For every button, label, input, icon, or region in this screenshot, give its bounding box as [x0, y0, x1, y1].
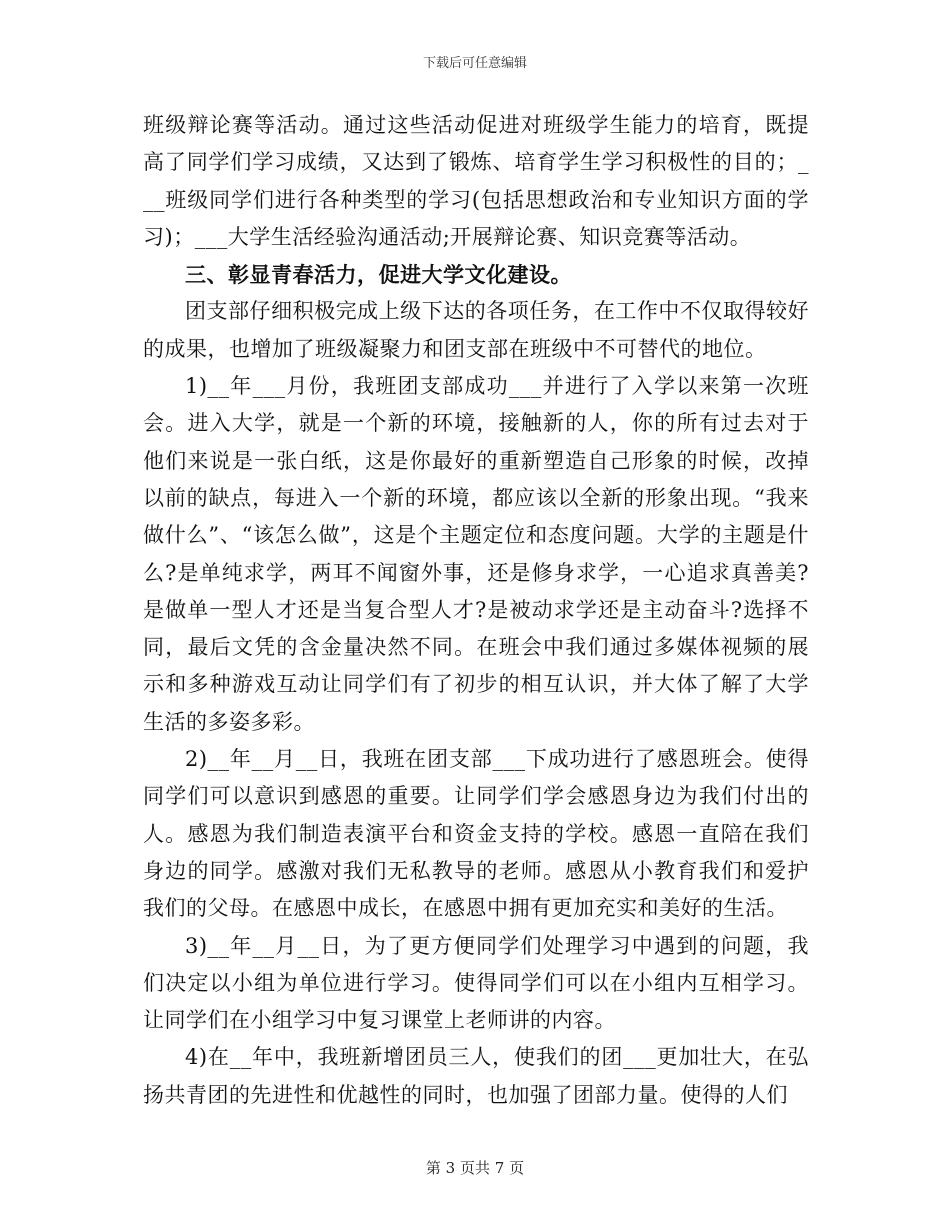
section-heading-3: 三、彰显青春活力，促进大学文化建设。	[185, 262, 572, 288]
paragraph-branch-tasks: 团支部仔细积极完成上级下达的各项任务，在工作中不仅取得较好的成果，也增加了班级凝聚力和团支部在班级中不可替代的地位。	[143, 299, 809, 361]
paragraph-activities-continued: 班级辩论赛等活动。通过这些活动促进对班级学生能力的培育，既提高了同学们学习成绩，又达到了锻炼、培育学生学习积极性的目的；___班级同学们进行各种类型的学习(包括思想政治和专业知识方面的学习)；___大学生活经验沟通活动;开展辩论赛、知识竞赛等活动。	[143, 113, 809, 249]
page-header-note: 下载后可任意编辑	[422, 56, 527, 71]
paragraph-item-3: 3)__年__月__日，为了更方便同学们处理学习中遇到的问题，我们决定以小组为单位进行学习。使得同学们可以在小组内互相学习。让同学们在小组学习中复习课堂上老师讲的内容。	[143, 933, 809, 1033]
paragraph-item-4: 4)在__年中，我班新增团员三人，使我们的团___更加壮大，在弘扬共青团的先进性和优越性的同时，也加强了团部力量。使得的人们	[143, 1045, 809, 1107]
paragraph-item-2: 2)__年__月__日，我班在团支部___下成功进行了感恩班会。使得同学们可以意识到感恩的重要。让同学们学会感恩身边为我们付出的人。感恩为我们制造表演平台和资金支持的学校。感恩一直陪在我们身边的同学。感激对我们无私教导的老师。感恩从小教育我们和爱护我们的父母。在感恩中成长，在感恩中拥有更加充实和美好的生活。	[143, 747, 809, 921]
page-number-footer: 第 3 页共 7 页	[425, 1159, 525, 1177]
paragraph-item-1: 1)__年___月份，我班团支部成功___并进行了入学以来第一次班会。进入大学，就是一个新的环境，接触新的人，你的所有过去对于他们来说是一张白纸，这是你最好的重新塑造自己形象的时候，改掉以前的缺点，每进入一个新的环境，都应该以全新的形象出现。“我来做什么”、“该怎么做”，这是个主题定位和态度问题。大学的主题是什么?是单纯求学，两耳不闻窗外事，还是修身求学，一心追求真善美?是做单一型人才还是当复合型人才?是被动求学还是主动奋斗?选择不同，最后文凭的含金量决然不同。在班会中我们通过多媒体视频的展示和多种游戏互动让同学们有了初步的相互认识，并大体了解了大学生活的多姿多彩。	[143, 374, 809, 734]
document-body	[143, 107, 809, 1114]
